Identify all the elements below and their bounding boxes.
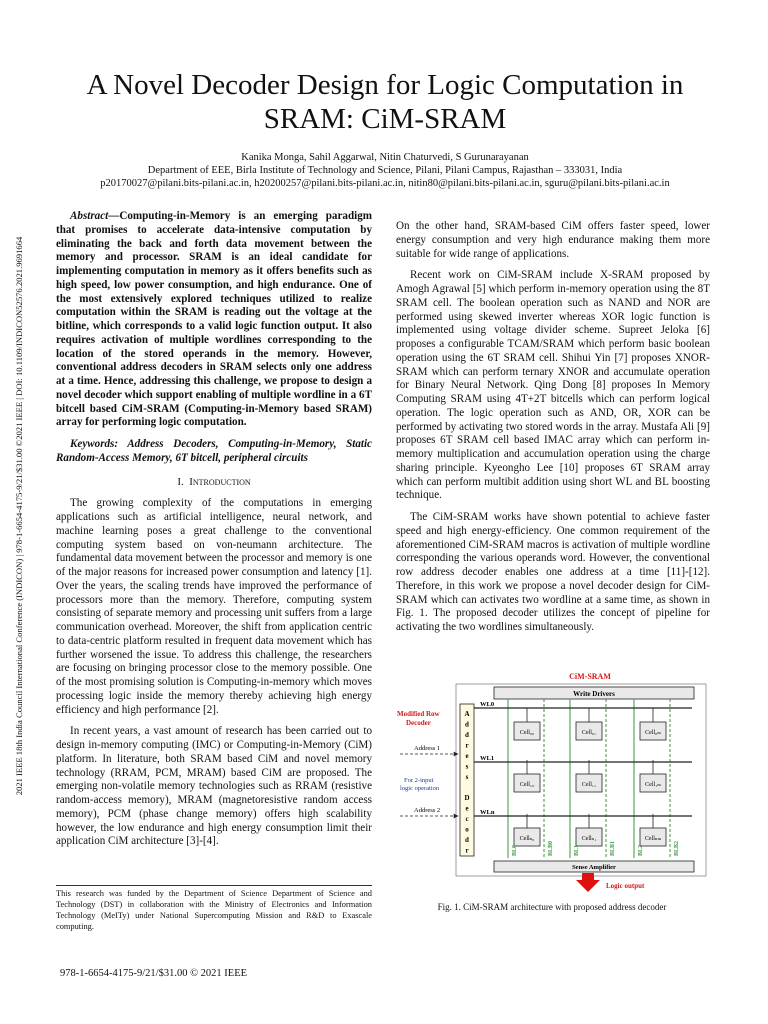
sram-cell [514, 760, 540, 792]
decoder-letter: D [464, 794, 470, 802]
bitline-label: BLB2 [674, 840, 680, 856]
right-paragraph-3: The CiM-SRAM works have shown potential to achieve faster speed and high energy-efficiency. One common requirement of the aforementioned CiM-SRAM macros is activation of multiple wordline corresponding the various operands word. However, the conventional row address decoder enables one address at a time [11]-[12]. Therefore, in this work we propose a novel decoder design for CiM-SRAM which can activates two wordline at a same time, as shown in Fig. 1. The proposed decoder utilizes the concept of pipeline for activating the two wordlines simultaneously. [396, 511, 710, 633]
decoder-letter: r [465, 846, 469, 855]
conference-sidebar [8, 196, 30, 836]
section-number: I. [177, 475, 184, 488]
sram-cell [640, 760, 666, 792]
sram-cell [514, 814, 540, 846]
sense-amplifier-label: Sense Amplifier [572, 864, 616, 871]
section-title: Introduction [189, 475, 251, 488]
cell-label: Cell₁ₘ [645, 782, 661, 788]
wordline-label-0: WL0 [480, 701, 495, 708]
sram-cell [640, 814, 666, 846]
left-column [56, 210, 372, 857]
decoder-letter: c [465, 815, 469, 823]
wordline-label-n: WLn [480, 809, 495, 816]
cell-label: Cell₁₁ [581, 782, 597, 788]
decoder-letter: s [465, 762, 469, 771]
modified-row-decoder-label: Modified Row Decoder [397, 710, 440, 727]
cim-sram-label: CiM-SRAM [569, 672, 611, 681]
figure-caption: Fig. 1. CiM-SRAM architecture with proposed address decoder [437, 902, 667, 912]
decoder-letter: d [465, 720, 469, 729]
sram-cell [576, 708, 602, 740]
abstract-label: Abstract [70, 210, 109, 222]
address1-label: Address 1 [414, 745, 441, 752]
two-input-label: For 2-input logic operation [400, 777, 440, 792]
bitline-label: BLB0 [548, 840, 554, 856]
bitline-label: BL2 [638, 844, 644, 856]
cell-label: Cell₀ₘ [645, 730, 661, 736]
figure-cim-sram [394, 670, 710, 900]
bitline-label: BL0 [512, 844, 518, 856]
section-heading [56, 476, 372, 490]
sram-cell [576, 760, 602, 792]
author-emails: p20170027@pilani.bits-pilani.ac.in, h20200257@pilani.bits-pilani.ac.in, nitin80@pilani.bits-pilani.ac.in, sguru@pilani.bits-pilani.ac.in [100, 178, 670, 189]
cell-label: Cellₙₘ [644, 836, 662, 842]
intro-paragraph-2: In recent years, a vast amount of research has been carried out to design in-memory computing (IMC) or Computing-in-Memory (CiM) platform. In literature, both SRAM based CiM and novel memory technology (RRAM, PCM, MRAM) based CiM are proposed. The emerging non-volatile memory technologies such as RRAM (resistive random-access memory), MRAM (magnetoresistive random access memory), PCM (phase change memory) offers high scalability however, the low endurance and high energy consumption limit their application CiM architecture [3]-[4]. [56, 725, 372, 848]
affiliation: Department of EEE, Birla Institute of Technology and Science, Pilani, Pilani Campus, Rajasthan – 333031, India [147, 165, 623, 176]
decoder-letter: o [465, 825, 469, 834]
paper-title: A Novel Decoder Design for Logic Computation in SRAM: CiM-SRAM [86, 69, 684, 135]
wordlines [474, 701, 692, 816]
decoder-letter: d [465, 836, 469, 844]
logic-output-label: Logic output [606, 882, 645, 890]
intro-paragraph-1: The growing complexity of the computations in emerging applications such as artificial intelligence, neural network, and machine learning poses a great challenge to the conventional computing system based on von-neumann architecture. The fundamental data movement between the processor and memory is one of the major reasons for increased power consumption and latency [1]. Over the years, the scaling trends have improved the performance of processors more than the memory. Therefore, computing system consisting of separate memory and processing unit suffers from a large communication overhead. Moreover, the shift from application centric to data-centric platform resulted in frequent data movement which has further worsened the issue. To address this challenge, the researchers are focusing on bringing processor close to the memory possible. One of the most promising solution is Computing-in-memory which moves processing logic inside the memory thereby achieving high energy efficiency and high performance [2]. [56, 497, 372, 716]
decoder-letter: r [465, 741, 469, 750]
decoder-letter: A [464, 710, 470, 718]
abstract [56, 210, 372, 430]
sram-cell [640, 708, 666, 740]
address2-label: Address 2 [414, 807, 441, 814]
sidebar-text: 2021 IEEE 18th India Council International Conference (INDICON) | 978-1-6654-4175-9/21/$31.00 ©2021 IEEE | DOI: 10.1109/INDICON52576.2021.9691664 [14, 236, 24, 796]
cell-label: Cellₙ₀ [519, 836, 535, 842]
cell-label: Cell₁₀ [519, 782, 535, 788]
abstract-text: —Computing-in-Memory is an emerging paradigm that promises to accelerate data-intensive computation by eliminating the back and forth data movement between the memory and processor. SRAM is an ideal candidate for implementing computation in memory as it offers benefits such as high speed, low power consumption, and high endurance. One of the most extensively explored techniques utilized to realize computation within the SRAM is reading out the voltage at the bitline, which corresponds to a valid logic function output. It also requires activation of multiple wordlines corresponding to the location of the stored operands in the memory. However, conventional address decoders in SRAM selects only one address at a time. Hence, addressing this challenge, we propose to design a novel decoder which support enabling of multiple wordline in a 6T bitcell based CiM-SRAM (Computing-in-Memory based SRAM) array for performing logic computation. [56, 210, 372, 429]
bitline-label: BLB1 [610, 840, 616, 856]
decoder-letter: e [465, 804, 469, 813]
sram-cell [514, 708, 540, 740]
decoder-letter: s [465, 773, 469, 781]
cell-label: Cell₀₀ [519, 730, 535, 736]
right-paragraph-2: Recent work on CiM-SRAM include X-SRAM proposed by Amogh Agrawal [5] which perform in-memory operation using the 8T SRAM cell. The boolean operation such as NAND and NOR are performed using skewed inverter whereas XOR logic function is implemented using voltage divider scheme. Supreet Jeloka [6] proposes a configurable TCAM/SRAM which perform basic boolean operation using the 6T SRAM cell. Shihui Yin [7] proposes XNOR-SRAM which can perform ternary XNOR and accumulate operation for Binary Neural Network. Qing Dong [8] proposes In Memory Computing SRAM using 4T+2T bitcells which can perform logical operation. The logic operation such as AND, OR, XOR can be performed by activating two stored words in the array. Mustafa Ali [9] proposes 6T SRAM cell based IMAC array which can perform in-memory multiplication and accumulation operation using the charge sharing principle. Kyeongho Lee [10] proposes 6T SRAM array which can perform multibit addition using short WL and BL boosting technique. [396, 269, 710, 502]
cell-grid [514, 708, 666, 846]
cell-label: Cell₀₁ [581, 730, 597, 736]
cell-label: Cellₙ₁ [581, 836, 597, 842]
architecture-diagram [394, 670, 710, 900]
right-paragraph-1: On the other hand, SRAM-based CiM offers faster speed, lower energy consumption and very high endurance making them more suitable for wide range of applications. [396, 220, 710, 260]
wordline-label-1: WL1 [480, 755, 495, 762]
page-footer: 978-1-6654-4175-9/21/$31.00 © 2021 IEEE [60, 968, 248, 979]
decoder-letter: d [465, 731, 469, 739]
author-block [40, 151, 730, 190]
decoder-letter: e [465, 752, 469, 760]
sram-cell [576, 814, 602, 846]
write-drivers-label: Write Drivers [573, 690, 615, 698]
bitline-label: BL1 [574, 844, 580, 856]
keywords: Keywords: Address Decoders, Computing-in-Memory, Static Random-Access Memory, 6T bitcell, peripheral circuits [56, 438, 372, 464]
author-names: Kanika Monga, Sahil Aggarwal, Nitin Chaturvedi, S Gurunarayanan [241, 152, 529, 163]
right-column [396, 220, 710, 643]
footnote: This research was funded by the Department of Science Department of Science and Technology (DST) in collaboration with the Ministry of Electronics and Information Technology (MeITy) under National Supercomputing Mission and R&D to Exascale computing. [56, 885, 372, 932]
